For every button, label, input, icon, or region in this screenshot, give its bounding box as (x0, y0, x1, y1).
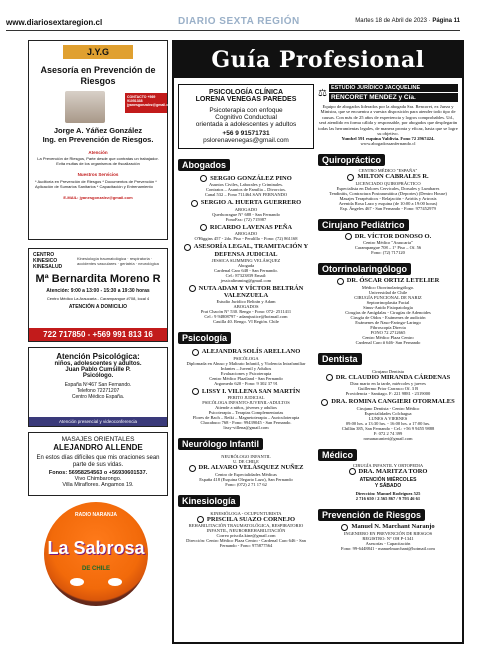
jyg-notice-title: Atención (88, 150, 108, 155)
jyg-email[interactable]: E-MAIL: jyanesgonzalez@gmail.com (63, 195, 133, 200)
abogado-entry (178, 243, 314, 282)
otorrino-entry (318, 277, 458, 344)
kinesiologia-list (178, 511, 314, 548)
neurologo-name: DR. ALVARO VELÁSQUEZ NUÑEZ (198, 464, 304, 472)
psicologo-detail: Chacabuco 768 - Fono: 99439045 - San Fernando. (200, 420, 292, 426)
abogado-entry (178, 175, 314, 197)
radio-eye-icon (70, 578, 84, 586)
dentista-detail: Diaz marto en la tarde, miércoles y jueves (350, 381, 426, 387)
psico-title: Atención Psicológica: (56, 352, 140, 361)
medico-line-1: Dirección: Manuel Rodríguez 525 (355, 491, 421, 497)
dentista-detail: LUNES A VIERNES (368, 415, 408, 421)
neurologo-heading: Neurólogo Infantil (178, 438, 263, 450)
abogado-name: RICARDO LAVENAS PEÑA (209, 223, 293, 231)
quiro-detail: Avenida Rosa Lazo y esquina (de 10:00 a 19:00 horas) (338, 200, 438, 206)
newspaper-title: DIARIO SEXTA REGIÓN (178, 16, 300, 27)
otorrino-detail: CIRUGÍA FUNCIONAL DE NARIZ (354, 294, 422, 300)
abogado-detail: O'Higgins 457 - 2do. Piso - Peralillo - Fono: (72) 861168 (194, 236, 298, 242)
cirujano-detail: Centro Médico "Araucaria" (363, 240, 413, 246)
psicologo-name: ALEJANDRA SOLÍS ARELLANO (201, 348, 301, 356)
estudio-banner-2: RENCORET MENDEZ y Cía. (329, 93, 458, 102)
abogado-detail: Contratos – Asuntos de Familia – Divorcios. (205, 187, 287, 193)
psico-address: España Nº467 San Fernando. (64, 382, 132, 388)
section-abogados (178, 155, 314, 324)
psicologo-detail: Psicoterapia – Terapias Complementarias (208, 410, 284, 416)
otorrino-details (318, 285, 458, 345)
cirujano-name: DR. VÍCTOR DONOSO O. (354, 232, 432, 240)
neurologo-detail: España 418 (Esquina Olegario Lazo), San Fernando (199, 476, 293, 482)
psicologo-detail: Atiende a niños, jóvenes y adultos (215, 405, 277, 411)
quiro-detail: Tendinitis, Contractura Postraumática (Deportes) (Dentro House) (329, 190, 447, 196)
jyg-services: * Auditoría en Prevención de Riesgos * Documentos de Prevención * Aplicación de Sumarios Sanitarios * Capacitación y Entrenamiento (35, 179, 157, 189)
bullet-icon (337, 278, 344, 285)
lorena-venegas-ad (178, 84, 314, 149)
psicologo-entry (178, 388, 314, 430)
ad-radio-la-sabrosa (44, 502, 148, 606)
bullet-icon (189, 465, 196, 472)
masajes-place1: Vivo Chimbarongo. (74, 476, 122, 482)
psico-role: Psicólogo. (82, 373, 114, 379)
otorrino-detail: Médico Otorrinolaringólogo. (361, 284, 415, 290)
lorena-line-1: Psicoterapia con enfoque (209, 107, 283, 114)
psicologo-detail: PSICÓLOGA (233, 355, 259, 361)
jyg-services-title: Nuestros Servicios (77, 172, 119, 177)
bullet-icon (345, 233, 352, 240)
radio-eye-icon (108, 578, 122, 586)
neurologo-pre: U. DE CHILE (233, 459, 259, 465)
otorrino-detail: Cardenal Caro # 646- San Fernando (355, 339, 421, 345)
lorena-name: LORENA VENEGAS PAREDES (195, 96, 297, 103)
kinesalud-logo: CENTRO KINESICO KINESALUD (33, 252, 63, 270)
header-divider (6, 30, 460, 31)
masajes-person: ALEJANDRO ALLENDE (53, 443, 143, 452)
kinesiologia-heading: Kinesiología (178, 495, 240, 507)
kinesalud-tagline: Kinesiología traumatológica · respiratoria · accidentes vasculares · geriatría · neurológica (77, 256, 159, 266)
masajes-title: MASAJES ORIENTALES (61, 436, 135, 443)
radio-bottom-label: DE CHILE (81, 566, 110, 572)
medico-heading: Médico (318, 449, 357, 461)
psicologia-heading: Psicología (178, 332, 231, 344)
masajes-slogan: En estos días difíciles que mis oraciones sean parte de sus vidas. (36, 455, 160, 468)
ad-jyg (28, 40, 174, 240)
dentista-detail: romanacanieri@gmail.com (363, 435, 413, 441)
section-kinesiologia (178, 491, 314, 548)
section-prevencion-riesgos (318, 505, 458, 550)
jyg-role: Ing. en Prevención de Riesgos. (42, 135, 154, 144)
abogados-list (178, 175, 314, 324)
cirujano-detail: Carampangue 708 – 1° Piso – Of. 56 (354, 245, 422, 251)
bullet-icon (191, 200, 198, 207)
psicologia-list (178, 348, 314, 430)
abogado-name: NUTA ADAM Y VÍCTOR BELTRÁN VALENZUELA (198, 284, 304, 300)
bullet-icon (326, 374, 333, 381)
kinesiologo-name: PRISCILA SUAZO CORNEJO (206, 515, 296, 523)
otorrino-name: DR. ÓSCAR ORTIZ LETELIER (346, 277, 440, 285)
otorrino-detail: Sinus-Anido Fisiopatología (363, 304, 413, 310)
quiro-name: MILTON CABRALES R. (357, 173, 429, 181)
jyg-portrait (65, 91, 105, 123)
cirujano-heading: Cirujano Pediátrico (318, 219, 409, 231)
kinesiologo-detail: Correo priscila.kine@gmail.com (216, 533, 276, 539)
section-otorrino (318, 259, 458, 344)
psicologo-detail: Centro Médico Plaziland - San Fernando (209, 375, 283, 381)
quiro-detail: LICENCIADO QUIROPRÁCTICO (355, 180, 421, 186)
otorrino-detail: Exámenes de Naso-Faringo-Laringo (355, 319, 421, 325)
guia-title-bar (174, 42, 462, 78)
prevencion-detail: REGISTRO: N° OH P-1341 (362, 535, 414, 541)
guia-title: Guía Profesional (211, 47, 425, 73)
abogado-name: SERGIO GONZÁLEZ PINO (210, 175, 292, 182)
otorrino-detail: Cirugías de Amígdalas - Cirugías de Adenoides (345, 309, 431, 315)
psicologo-detail: PSICÓLOGA INFANTO-JUVENIL-ADULTOS (202, 400, 290, 406)
guia-profesional-panel (172, 40, 464, 644)
quiro-entry (318, 168, 458, 210)
prevencion-details (318, 531, 458, 551)
section-psicologia (178, 328, 314, 430)
neurologo-list (178, 454, 314, 486)
quiro-details (318, 181, 458, 211)
dentista-name: DRA. ROMINA CANGIERI OTORMALES (331, 398, 455, 406)
cirujano-detail: Fono: (72) 717120 (371, 250, 405, 256)
otorrino-detail: Cirugía de Oídos - Exámenes de audición (350, 314, 426, 320)
otorrino-heading: Otorrinolaringólogo (318, 263, 411, 275)
jyg-logo: J.Y.G (63, 45, 133, 59)
quiro-detail: Masajes Terapéuticos - Relajación - Artritis y Artrosis (339, 195, 437, 201)
lorena-phone: +56 9 91571731 (222, 130, 270, 137)
page-header (0, 0, 480, 42)
psicologo-name: LISSY I. VILLENA SAN MARTÍN (201, 387, 301, 395)
bullet-icon (192, 388, 199, 395)
abogado-detail: Cel.: 87323839 Email: (225, 272, 267, 278)
dentista-name: DR. CLAUDIO MIRANDA CÁRDENAS (335, 373, 451, 381)
abogado-detail: Querhorrague N° 688 - San Fernando (212, 211, 280, 217)
otorrino-detail: Centro Médico Plaza Centro (362, 334, 414, 340)
kinesalud-name: Mª Bernardita Moreno R (35, 273, 161, 285)
lorena-line-3: orientada a adolescentes y adultos (195, 121, 297, 128)
prevencion-detail: Asesorías - Capacitación (365, 540, 411, 546)
jyg-notice-text: La Prevención de Riesgos, Parte desde que contratas un trabajador. Evita multas de los organismos de fiscalización (37, 156, 159, 166)
prevencion-heading: Prevención de Riesgos (318, 509, 425, 521)
site-url[interactable]: www.diariosextaregion.cl (6, 18, 103, 27)
radio-top-label: RADIO NARANJA (75, 512, 117, 518)
bullet-icon (200, 175, 207, 182)
bullet-icon (184, 244, 191, 251)
psico-person: Juan Pablo Cumsille P. (65, 367, 131, 373)
estudio-juridico-ad (318, 84, 458, 146)
otorrino-detail: Fibroscopía Directa (370, 324, 406, 330)
medico-pre: CIRUGÍA INFANTIL Y ORTOPEDIA (352, 462, 424, 468)
bullet-icon (197, 516, 204, 523)
guide-left-col (178, 84, 314, 548)
neurologo-detail: Centro de Especialidades Médicas (215, 471, 277, 477)
medico-name: DRA. MARITZA TORO (358, 467, 428, 475)
dentista-entry (318, 398, 458, 440)
section-medico (318, 445, 458, 501)
quiro-pre: CENTRO MÉDICO "ESPAÑA" (358, 168, 418, 174)
kinesiologo-detail: Dirección: Centro Médico Plaza Centro - Cardenal Caro 646 - San Fernando - Fono: 975877564 (186, 538, 306, 549)
prevencion-name: Manuel N. Marchant Naranjo (351, 523, 435, 531)
kinesalud-hours: Atención: 9:00 a 13:00 - 15:30 a 19:30 horas (46, 288, 150, 294)
abogado-detail: ABOGADO (234, 231, 258, 237)
psico-footer: Atención presencial y videoconferencia (29, 417, 167, 426)
guide-right-col (318, 84, 458, 551)
dentista-detail: 09:00 hrs. a 13:30 hrs. - 16:00 hrs. a 17:00 hrs. (345, 420, 431, 426)
bullet-icon (321, 399, 328, 406)
abogado-name: ASESORÍA LEGAL, TRAMITACIÓN Y DEFENSA JUDICIAL (193, 243, 309, 258)
dentista-pre: Cirujano Dentista (372, 368, 404, 374)
quiro-detail: Especialista en Dolores Cervicales, Dorsales y Lumbares (336, 185, 440, 191)
abogado-detail: Abogada (237, 262, 255, 268)
jyg-person: Jorge A. Yáñez González (53, 126, 143, 135)
psicologo-detail: lissy-villena@gmail.com (223, 425, 269, 431)
prevencion-detail: INGENIERO EN PREVENCIÓN DE RIESGOS (343, 530, 433, 536)
abogado-detail: Cel.: 9 94808797 - adamjustice@hotmail.com (204, 314, 288, 320)
abogado-detail: ABOGADOS (233, 304, 259, 310)
kinesalud-address: Centro Médico La Araucaria - Carampangue #708, local 4 (46, 296, 150, 301)
scales-icon: ⚖ (318, 87, 327, 99)
cirujano-entry (318, 233, 458, 255)
medico-line-2: 2 716 650 / 2 565 867 / 9 793 46 61 (355, 496, 421, 502)
ad-atencion-psicologica (28, 347, 168, 427)
abogado-detail: Prat Chacón N° 530. Rengo - Fono: 072- 2511411 (200, 309, 292, 315)
abogado-detail: FonoFax: (72) 715987 (225, 216, 267, 222)
quiro-detail: Esp. Ángeles 467 - San Fernando - Fono: 977452979 (340, 205, 436, 211)
abogado-detail: Estudio Jurídico Beltrán y Adam (216, 299, 276, 305)
abogado-entry (178, 285, 314, 324)
lorena-line-2: Cognitivo Conductual (215, 114, 277, 121)
kinesalud-home: ATENCIÓN A DOMICILIO (68, 304, 128, 310)
radio-name: La Sabrosa (47, 538, 145, 558)
dentista-detail: Cirujano Dentista - Centro Médico (356, 405, 420, 411)
abogado-entry (178, 199, 314, 221)
psicologo-detail: Evaluaciones y Psicoterapia (220, 370, 272, 376)
otorrino-detail: Septorrinoplastia Facial (366, 299, 410, 305)
abogado-detail: JESSICA SLIMMING VELÁSQUEZ (211, 257, 281, 263)
dentista-list (318, 369, 458, 441)
bullet-icon (341, 524, 348, 531)
medico-entry (318, 463, 458, 501)
psicologo-entry (178, 348, 314, 385)
dentista-detail: Especialidades Colchagua (364, 410, 412, 416)
kinesalud-phones: 722 717850 - +569 991 813 16 (29, 328, 167, 341)
ad-masajes (28, 432, 168, 496)
section-dentista (318, 349, 458, 441)
abogado-detail: Cardenal Caro 648 - San Fernando. (214, 267, 278, 273)
bullet-icon (192, 349, 199, 356)
psico-center: Centro Médico España. (71, 394, 125, 400)
lorena-org: PSICOLOGÍA CLÍNICA (208, 89, 284, 96)
masajes-phones: Fonos: 56958254563 o +56930601537. (48, 470, 148, 476)
otorrino-detail: FONO 72 2712665 (370, 329, 406, 335)
psicologo-detail: Infantes – Juvenil y Adultos (220, 365, 272, 371)
abogados-heading: Abogados (178, 159, 230, 171)
bullet-icon (347, 174, 354, 181)
abogado-detail: ABOGADO (234, 206, 258, 212)
kinesiologo-entry (178, 511, 314, 548)
lorena-email[interactable]: pslorenavenegas@gmail.com (203, 137, 289, 144)
estudio-contact: Yumbel 591 esquina Valdivia. Fono 72 2967424. (341, 136, 435, 142)
kinesiologo-detail: REHABILITACIÓN TRAUMATOLÓGICA, RESPIRATORIO INFANTIL, NEURORREHABILITACIÓN (188, 523, 304, 534)
ad-kinesalud (28, 248, 168, 342)
dentista-detail: Chillán 385, San Fernando - Cel.: +56 9 9455 9888 (341, 425, 435, 431)
bullet-icon (349, 468, 356, 475)
section-quiropractico (318, 150, 458, 210)
psicologo-detail: Flores de Bach – Reiki – Magnetoterapia – Auriculoterapia (192, 415, 300, 421)
psicologo-detail: PERITO JUDICIAL (227, 395, 265, 401)
kinesiologo-pre: KINESIÓLOGA - OCUPUNTURISTA (210, 510, 282, 516)
jyg-contact-ribbon: CONTACTO +569 91051338 jyanesgonzalez@gmail.com (125, 93, 167, 113)
psicologo-detail: Argomedo 620 - Fono: 9 302 37 91 (214, 380, 278, 386)
abogado-detail: Cauilla 40. Rengo. VI Región. Chile (213, 319, 279, 325)
cirujano-details (318, 240, 458, 255)
neurologo-pre: NEURÓLOGO INFANTIL (221, 454, 271, 460)
abogado-detail: jessicalimming@gmail.com (220, 277, 272, 283)
psico-subtitle: niños, adolescentes y adultos. (54, 361, 142, 367)
psicologo-detail: Diplomada en Abuso y Maltrato Infantil, y Violencia Intrafamiliar (186, 360, 306, 366)
abogado-entry (178, 224, 314, 241)
issue-date: Martes 18 de Abril de 2023 · Página 11 (355, 18, 460, 24)
abogado-detail: Asuntos Civiles, Laborales y Criminales. (209, 182, 283, 188)
section-cirujano-pediatrico (318, 215, 458, 255)
abogado-detail: Canal 532 – Fono 711464 SAN FERNANDO (204, 192, 288, 198)
neurologo-entry (178, 454, 314, 486)
dentista-detail: F: 072 2 74 399 (373, 430, 403, 436)
prevencion-entry (318, 523, 458, 550)
prevencion-detail: Fono: 99-6448841 - manuelmarchant@hotmail.com (341, 545, 435, 551)
quiropractico-heading: Quiropráctico (318, 154, 385, 166)
abogado-name: SERGIO A. HUERTA GUERRERO (200, 199, 302, 207)
medico-badge: ATENCIÓN MIÉRCOLES Y SÁBADO (359, 477, 417, 490)
estudio-web[interactable]: www.abogadossanfernando.cl (360, 141, 416, 147)
jyg-headline: Asesoría en Prevención de Riesgos (40, 65, 156, 86)
bullet-icon (189, 285, 196, 292)
dentista-entry (318, 369, 458, 396)
estudio-banner-1: ESTUDIO JURÍDICO JACQUELINE (329, 84, 458, 92)
dentista-heading: Dentista (318, 353, 362, 365)
section-neurologo (178, 434, 314, 486)
dentista-detail: Guillermo Prior Carrasco Of. 3 B (357, 386, 419, 392)
estudio-text: Equipo de abogados liderados por la abogada Sra. Rencoret, ex Jueza y Ministra, que se encuentra a vuestra disposición para atender todo tipo de causas. Con más de 25 años de experiencia y logros comprobables. Ud., será atendido en forma cálida y responsable, por abogados que desplegarán todas las herramientas legales, de manera pronta y eficaz, hasta que se logre su objetivo. (318, 104, 458, 137)
otorrino-detail: Universidad de Chile (368, 289, 408, 295)
neurologo-detail: Fono: (072) 2 71 17 62 (225, 481, 267, 487)
psico-phone: Telefono 72271207 (76, 388, 120, 394)
dentista-detail: Providencia - Santiago. F: 221 9881 - 2319000 (345, 391, 431, 397)
masajes-place2: Villa Miraflores. Angamos 19. (62, 482, 134, 488)
bullet-icon (200, 224, 207, 231)
